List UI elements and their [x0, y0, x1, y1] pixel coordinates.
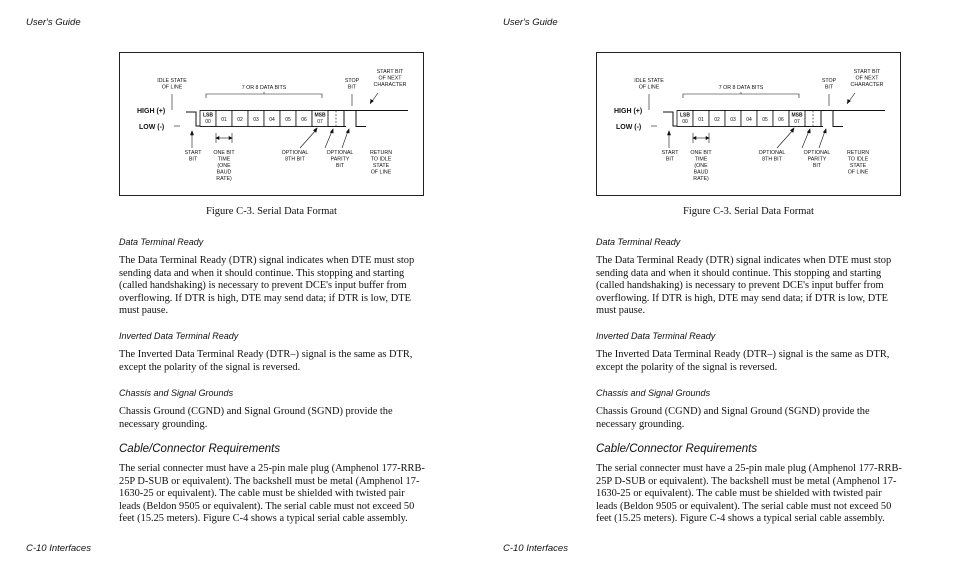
page-footer: C-10 Interfaces — [26, 543, 91, 554]
bit-cell-label: 03 — [253, 117, 259, 123]
paragraph-dtr: The Data Terminal Ready (DTR) signal indicates when DTE must stop sending data and when it should continue. This stopping and starting (called handshaking) is necessary to prevent DCE's input buffer from overflowing. If DTR is high, DTE may send data; if DTR is low, DTE must pause. — [119, 255, 415, 316]
bit-cell-label: 04 — [746, 117, 752, 123]
lsb-index: 00 — [682, 119, 688, 125]
section-title-grounds: Chassis and Signal Grounds — [119, 388, 234, 398]
timing-diagram — [597, 53, 902, 197]
figure-caption: Figure C-3. Serial Data Format — [206, 206, 337, 217]
page-header: User's Guide — [26, 17, 81, 28]
section-title-cable: Cable/Connector Requirements — [596, 443, 758, 455]
bit-cell-label: 01 — [698, 117, 704, 123]
low-level-label: LOW (-) — [616, 124, 642, 131]
bit-cell-label: 06 — [301, 117, 307, 123]
section-title-inverted-dtr: Inverted Data Terminal Ready — [119, 331, 239, 341]
start-bit-label: START BIT — [184, 150, 202, 163]
bit-cell-label: 05 — [285, 117, 291, 123]
bit-cell-label: 01 — [221, 117, 227, 123]
stop-bit-label: STOP BIT — [821, 78, 837, 91]
return-idle-label: RETURN TO IDLE STATE OF LINE — [846, 150, 870, 176]
lsb-label: LSB — [680, 112, 690, 119]
data-bits-label: 7 OR 8 DATA BITS — [241, 85, 287, 91]
timing-diagram — [120, 53, 425, 197]
section-title-inverted-dtr: Inverted Data Terminal Ready — [596, 331, 716, 341]
page-header: User's Guide — [503, 17, 558, 28]
stop-bit-label: STOP BIT — [344, 78, 360, 91]
msb-label: MSB — [314, 112, 326, 119]
section-title-grounds: Chassis and Signal Grounds — [596, 388, 711, 398]
page-footer: C-10 Interfaces — [503, 543, 568, 554]
start-next-label: START BIT OF NEXT CHARACTER — [373, 69, 407, 88]
msb-label: MSB — [791, 112, 803, 119]
one-bit-time-label: ONE BIT TIME (ONE BAUD RATE) — [690, 150, 712, 182]
start-next-label: START BIT OF NEXT CHARACTER — [850, 69, 884, 88]
low-level-label: LOW (-) — [139, 124, 165, 131]
paragraph-cable: The serial connecter must have a 25-pin male plug (Amphenol 177-RRB- 25P D-SUB or equivalent). The backshell must be metal (Amphenol 17- 1630-25 or equivalent). The cable must be shielded with twisted pair leads (Beldon 9505 or equivalent). The serial cable must not exceed 50 feet (15.25 meters). Figure C-4 shows a typical serial cable assembly. — [596, 463, 902, 524]
idle-state-label: IDLE STATE OF LINE — [634, 78, 664, 91]
section-title-dtr: Data Terminal Ready — [596, 237, 681, 247]
bit-cells — [200, 111, 328, 127]
idle-state-label: IDLE STATE OF LINE — [157, 78, 187, 91]
paragraph-grounds: Chassis Ground (CGND) and Signal Ground (SGND) provide the necessary grounding. — [596, 406, 870, 430]
high-level-label: HIGH (+) — [137, 108, 166, 115]
bit-cell-label: 06 — [778, 117, 784, 123]
bit-cell-label: 02 — [237, 117, 243, 123]
optional-8th-bit-label: OPTIONAL 8TH BIT — [758, 150, 786, 163]
msb-index: 07 — [794, 119, 800, 125]
bit-cell-label: 05 — [762, 117, 768, 123]
paragraph-cable: The serial connecter must have a 25-pin male plug (Amphenol 177-RRB- 25P D-SUB or equivalent). The backshell must be metal (Amphenol 17- 1630-25 or equivalent). The cable must be shielded with twisted pair leads (Beldon 9505 or equivalent). The serial cable must not exceed 50 feet (15.25 meters). Figure C-4 shows a typical serial cable assembly. — [119, 463, 425, 524]
bit-cell-label: 02 — [714, 117, 720, 123]
bit-cells — [677, 111, 805, 127]
lsb-index: 00 — [205, 119, 211, 125]
start-bit-label: START BIT — [661, 150, 679, 163]
paragraph-dtr: The Data Terminal Ready (DTR) signal indicates when DTE must stop sending data and when it should continue. This stopping and starting (called handshaking) is necessary to prevent DCE's input buffer from overflowing. If DTR is high, DTE may send data; if DTR is low, DTE must pause. — [596, 255, 892, 316]
figure-caption: Figure C-3. Serial Data Format — [683, 206, 814, 217]
msb-index: 07 — [317, 119, 323, 125]
high-level-label: HIGH (+) — [614, 108, 643, 115]
lsb-label: LSB — [203, 112, 213, 119]
bit-cell-label: 04 — [269, 117, 275, 123]
section-title-cable: Cable/Connector Requirements — [119, 443, 281, 455]
optional-parity-label: OPTIONAL PARITY BIT — [803, 150, 831, 169]
serial-data-format-figure — [596, 52, 901, 196]
return-idle-label: RETURN TO IDLE STATE OF LINE — [369, 150, 393, 176]
one-bit-time-label: ONE BIT TIME (ONE BAUD RATE) — [213, 150, 235, 182]
paragraph-inverted-dtr: The Inverted Data Terminal Ready (DTR–) signal is the same as DTR, except the polarity of the signal is reversed. — [596, 349, 890, 373]
serial-data-format-figure — [119, 52, 424, 196]
bit-cell-label: 03 — [730, 117, 736, 123]
optional-8th-bit-label: OPTIONAL 8TH BIT — [281, 150, 309, 163]
data-bits-label: 7 OR 8 DATA BITS — [718, 85, 764, 91]
paragraph-inverted-dtr: The Inverted Data Terminal Ready (DTR–) signal is the same as DTR, except the polarity of the signal is reversed. — [119, 349, 413, 373]
section-title-dtr: Data Terminal Ready — [119, 237, 204, 247]
paragraph-grounds: Chassis Ground (CGND) and Signal Ground (SGND) provide the necessary grounding. — [119, 406, 393, 430]
optional-parity-label: OPTIONAL PARITY BIT — [326, 150, 354, 169]
page-right — [477, 0, 954, 580]
